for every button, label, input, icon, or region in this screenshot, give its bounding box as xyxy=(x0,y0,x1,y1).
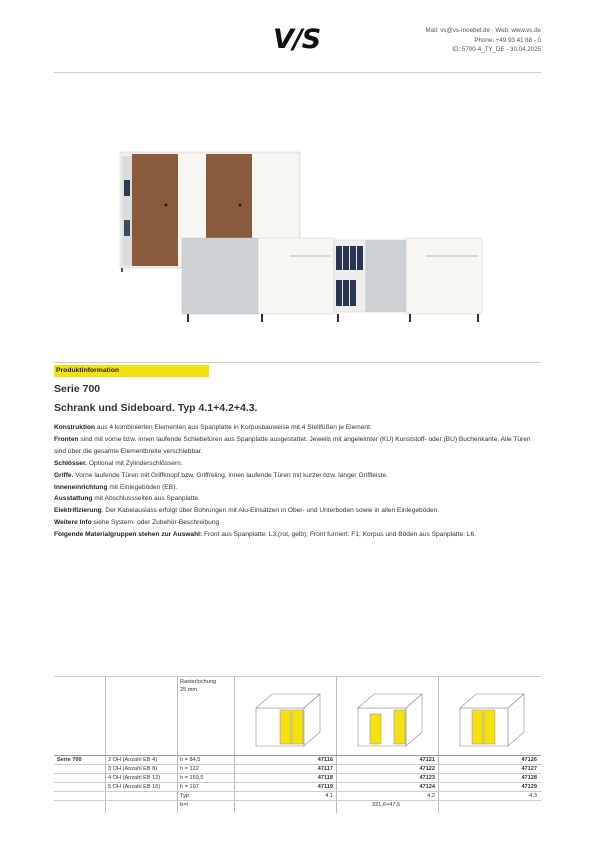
table-series-label: Serie 700 xyxy=(57,757,82,763)
bt-value: 321,6×47,5 xyxy=(372,802,401,808)
typ-value: 4.3 xyxy=(529,793,537,799)
section-tag: Produktinformation xyxy=(54,365,209,377)
row-oh: 5 OH (Anzahl EB 16) xyxy=(108,784,161,790)
article-number: 47124 xyxy=(419,784,435,790)
table-col-line xyxy=(336,676,337,813)
table-col-line xyxy=(105,676,106,813)
desc-konstruktion: Konstruktion aus 4 kombinierten Elementen aus Spanplatte in Korpusbauweise mit 4 Stellfüßen je Element. xyxy=(54,424,372,431)
typ-value: 4.2 xyxy=(427,793,435,799)
cabinet-drawing-4-1 xyxy=(252,688,324,748)
desc-schloesser: Schlösser. Optional mit Zylinderschlössern. xyxy=(54,459,183,467)
article-number: 47129 xyxy=(521,784,537,790)
row-height: h = 84,5 xyxy=(180,757,201,763)
article-number: 47116 xyxy=(317,757,333,763)
row-oh: 2 OH (Anzahl EB 4) xyxy=(108,757,158,763)
article-number: 47118 xyxy=(317,775,333,781)
row-height: h = 197 xyxy=(180,784,199,790)
vs-logo: V/S xyxy=(273,24,321,55)
row-oh: 3 OH (Anzahl EB 8) xyxy=(108,766,158,772)
row-line xyxy=(54,782,541,783)
table-header-line xyxy=(54,755,541,756)
contact-phone: Phone: +49 93 41 88 - 0 xyxy=(474,36,541,44)
row-height: h = 159,5 xyxy=(180,775,204,781)
article-number: 47122 xyxy=(419,766,435,772)
table-top-line xyxy=(54,676,541,677)
article-number: 47119 xyxy=(317,784,333,790)
row-height: h = 122 xyxy=(180,766,199,772)
desc-fronten: Fronten sind mit vorne bzw. innen laufende Schiebetüren aus Spanplatte ausgestattet. Jeweils mit angeleimter (KU) Kunststoff- oder (BU) Buchenkante. Alle Türen sind über die gesamte Elementbreite verschiebbar. xyxy=(54,435,531,455)
contact-mail-web: Mail: vs@vs-moebel.de · Web: www.vs.de xyxy=(425,27,541,34)
section-divider xyxy=(54,362,541,363)
cabinet-drawing-4-3 xyxy=(456,688,528,748)
row-line xyxy=(54,773,541,774)
contact-block xyxy=(425,26,541,55)
article-number: 47126 xyxy=(521,757,537,763)
article-number: 47127 xyxy=(521,766,537,772)
article-number: 47121 xyxy=(419,757,435,763)
table-col-line xyxy=(177,676,178,813)
desc-griffe: Griffe. Vorne laufende Türen mit Griffknopf bzw. Griffreling, innen laufende Türen mit kurzer bzw. langer Griffleiste. xyxy=(54,471,389,479)
series-title: Serie 700 xyxy=(54,383,101,395)
row-line xyxy=(54,791,541,792)
bt-label: b×t xyxy=(180,802,188,808)
table-col-line xyxy=(234,676,235,813)
desc-materialgruppen: Folgende Materialgruppen stehen zur Auswahl: Front aus Spanplatte: L3,(rot, gelb); Front furniert: F1; Korpus und Böden aus Spanplatte: L6. xyxy=(54,531,476,539)
typ-value: 4.1 xyxy=(325,793,333,799)
table-col-line xyxy=(438,676,439,813)
raster-label: Rasterlochung xyxy=(180,679,217,685)
product-title: Schrank und Sideboard. Typ 4.1+4.2+4.3. xyxy=(54,402,258,414)
cabinet-drawing-4-2 xyxy=(354,688,426,748)
desc-elektrifizierung: Elektrifizierung. Der Kabelauslass erfolgt über Bohrungen mit Alu-Einsätzen in Ober- und Unterboden sowie in allen Einlegeböden. xyxy=(54,507,440,515)
desc-inneneinrichtung: Inneneinrichtung mit Einlegeböden (EB). xyxy=(54,483,178,491)
article-number: 47123 xyxy=(419,775,435,781)
row-oh: 4 OH (Anzahl EB 12) xyxy=(108,775,161,781)
product-photo xyxy=(54,80,541,352)
article-number: 47128 xyxy=(521,775,537,781)
desc-weitere-info: Weitere Info siehe System- oder Zubehör-Beschreibung xyxy=(54,519,220,527)
desc-ausstattung: Ausstattung mit Abschlussseiten aus Spanplatte. xyxy=(54,495,200,503)
typ-label: Typ xyxy=(180,793,190,799)
product-table xyxy=(54,676,541,813)
document-id: ID: 5700-4_TY_DE - 30.04.2025 xyxy=(452,46,541,53)
row-line xyxy=(54,764,541,765)
row-line xyxy=(54,800,541,801)
article-number: 47117 xyxy=(317,766,333,772)
description xyxy=(54,422,534,541)
raster-value: 25 mm xyxy=(180,687,198,693)
top-divider xyxy=(54,72,541,73)
